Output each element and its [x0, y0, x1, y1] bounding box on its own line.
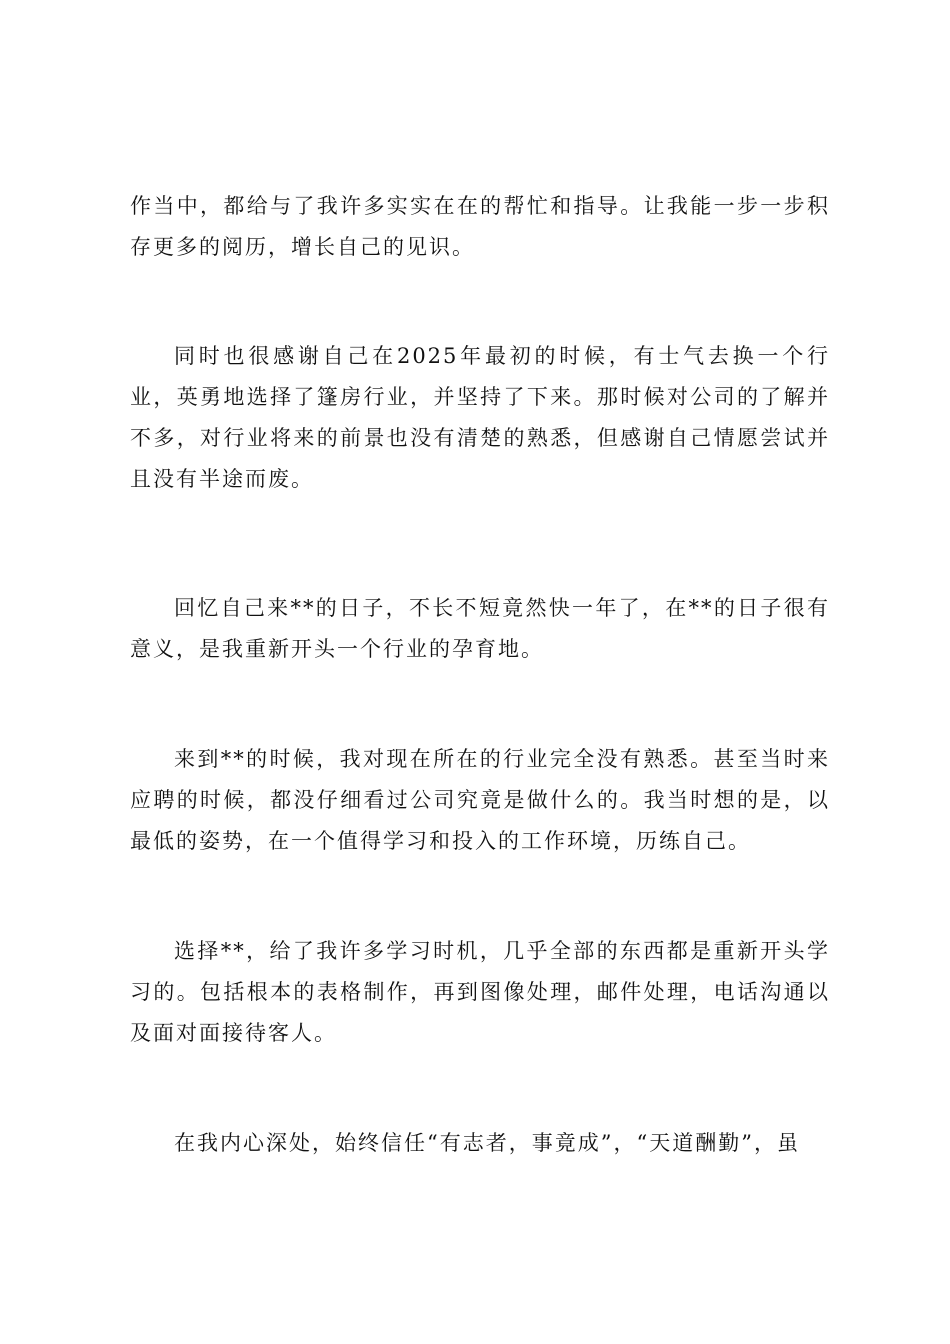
paragraph-2: 同时也很感谢自己在2025年最初的时候，有士气去换一个行业，英勇地选择了篷房行业，并坚持了下来。那时候对公司的了解并不多，对行业将来的前景也没有清楚的熟悉，但感谢自己情愿尝试并且没有半途而废。: [130, 344, 830, 491]
paragraph-3: 回忆自己来**的日子，不长不短竟然快一年了，在**的日子很有意义，是我重新开头一个行业的孕育地。: [130, 596, 830, 661]
paragraph-6: 在我内心深处，始终信任“有志者，事竟成”，“天道酬勤”，虽: [174, 1131, 800, 1155]
paragraph-1: 作当中，都给与了我许多实实在在的帮忙和指导。让我能一步一步积存更多的阅历，增长自己的见识。: [130, 194, 830, 259]
paragraph-4: 来到**的时候，我对现在所在的行业完全没有熟悉。甚至当时来应聘的时候，都没仔细看过公司究竟是做什么的。我当时想的是，以最低的姿势，在一个值得学习和投入的工作环境，历练自己。: [130, 747, 830, 853]
paragraph-5: 选择**，给了我许多学习时机，几乎全部的东西都是重新开头学习的。包括根本的表格制作，再到图像处理，邮件处理，电话沟通以及面对面接待客人。: [130, 939, 830, 1045]
